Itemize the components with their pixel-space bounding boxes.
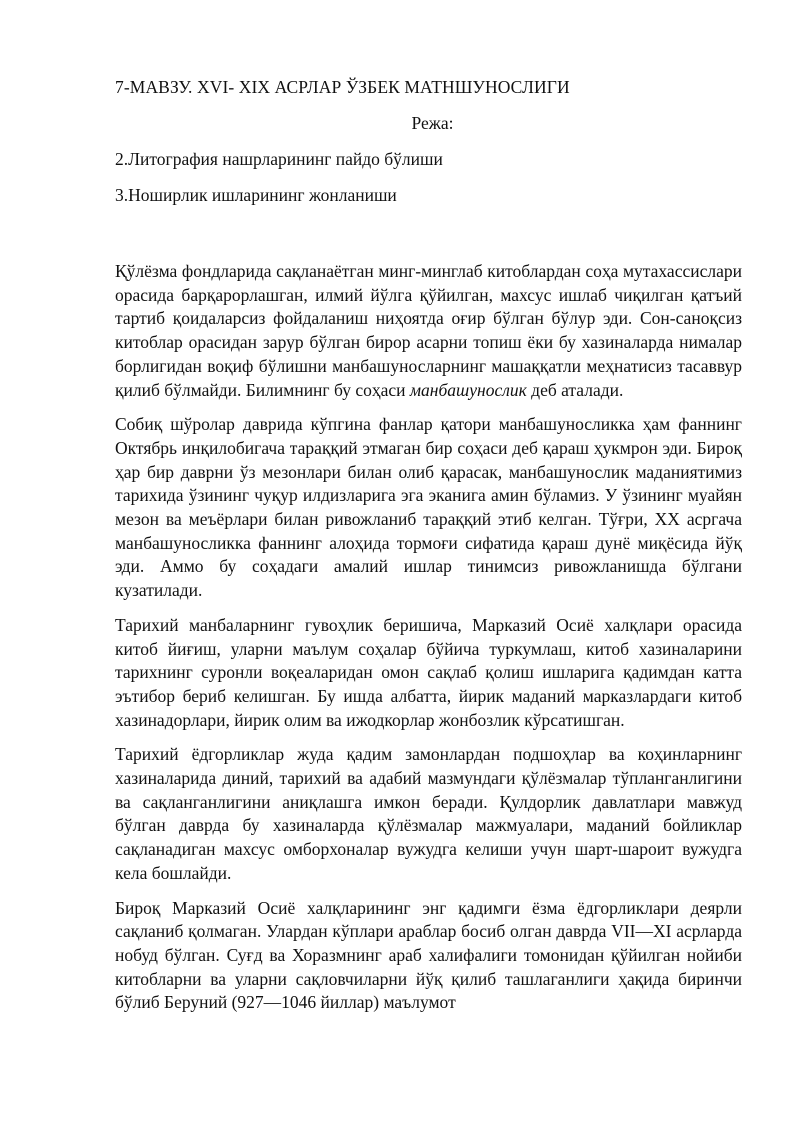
page-title: 7-МАВЗУ. XVI- XIX АСРЛАР ЎЗБЕК МАТНШУНОСЛИГИ (115, 77, 570, 97)
plan-item: 2.Литография нашрларининг пайдо бўлиши (115, 149, 443, 169)
paragraph-2: Собиқ шўролар даврида кўпгина фанлар қатори манбашуносликка ҳам фаннинг Октябрь инқилобигача тараққий этмаган бир соҳаси деб қараш ҳукмрон эди. Бироқ ҳар бир даврни ўз мезонлари билан олиб қарасак, манбашунослик маданиятимиз тарихида ўзининг чуқур илдизларига эга эканига амин бўламиз. У ўзининг муайян мезон ва меъёрлари билан ривожланиб тараққий этиб келган. Тўғри, XX асргача манбашуносликка фаннинг алоҳида тормоғи сифатида қараш дунё миқёсида йўқ эди. Аммо бу соҳадаги амалий ишлар тинимсиз ривожланишда бўлгани кузатилади. (115, 414, 742, 601)
plan-heading: Режа: (411, 113, 454, 133)
paragraph-5: Бироқ Марказий Осиё халқларининг энг қадимги ёзма ёдгорликлари деярли сақланиб қолмаган. Улардан кўплари араблар босиб олган даврда VII—XI асрларда нобуд бўлган. Суғд ва Хоразмнинг араб халифалиги томонидан қўйилган нойиби китобларни ва уларни сақловчиларни йўқ қилиб ташлаганлиги ҳақида биринчи бўлиб Беруний (927—1046 йиллар) маълумот (115, 897, 742, 1013)
plan-item: 3.Ноширлик ишларининг жонланиши (115, 185, 397, 205)
paragraph-1-text: Қўлёзма фондларида сақланаётган минг-минглаб китоблардан соҳа мутахассислари орасида барқарорлашган, илмий йўлга қўйилган, махсус ишлаб чиқилган қатъий тартиб қоидаларсиз фойдаланиш ниҳоятда оғир бўлган бўлур эди. Сон-саноқсиз китоблар орасидан зарур бўлган бирор асарни топиш ёки бу хазиналарда нималар борлигидан воқиф бўлишни манбашуносларнинг машаққатли меҳнатисиз тасаввур қилиб бўлмайди. Билимнинг бу соҳаси (115, 261, 742, 400)
body-text (115, 260, 742, 1015)
document-content (115, 74, 742, 1026)
paragraph-4: Тарихий ёдгорликлар жуда қадим замонлардан подшоҳлар ва коҳинларнинг хазиналарида диний, тарихий ва адабий мазмундаги қўлёзмалар тўпланганлигини ва сақланганлигини аниқлашга имкон беради. Қулдорлик давлатлари мавжуд бўлган даврда бу хазиналарда қўлёзмалар мажмуалари, маданий бойликлар сақланадиган махсус омборхоналар вужудга келиши учун шарт-шароит вужудга кела бошлайди. (115, 744, 742, 883)
paragraph-1 (115, 260, 742, 402)
paragraph-1-ending: деб аталади. (526, 379, 624, 400)
paragraph-3: Тарихий манбаларнинг гувоҳлик беришича, Марказий Осиё халқлари орасида китоб йиғиш, уларни маълум соҳалар бўйича туркумлаш, китоб хазиналарини тарихнинг суронли воқеаларидан омон сақлаб қолиш ишларига қадимдан катта эътибор бериб келишган. Бу ишда албатта, йирик маданий марказлардаги китоб хазинадорлари, йирик олим ва ижодкорлар жонбозлик кўрсатишган. (115, 614, 742, 730)
italic-term: манбашунослик (409, 379, 527, 400)
